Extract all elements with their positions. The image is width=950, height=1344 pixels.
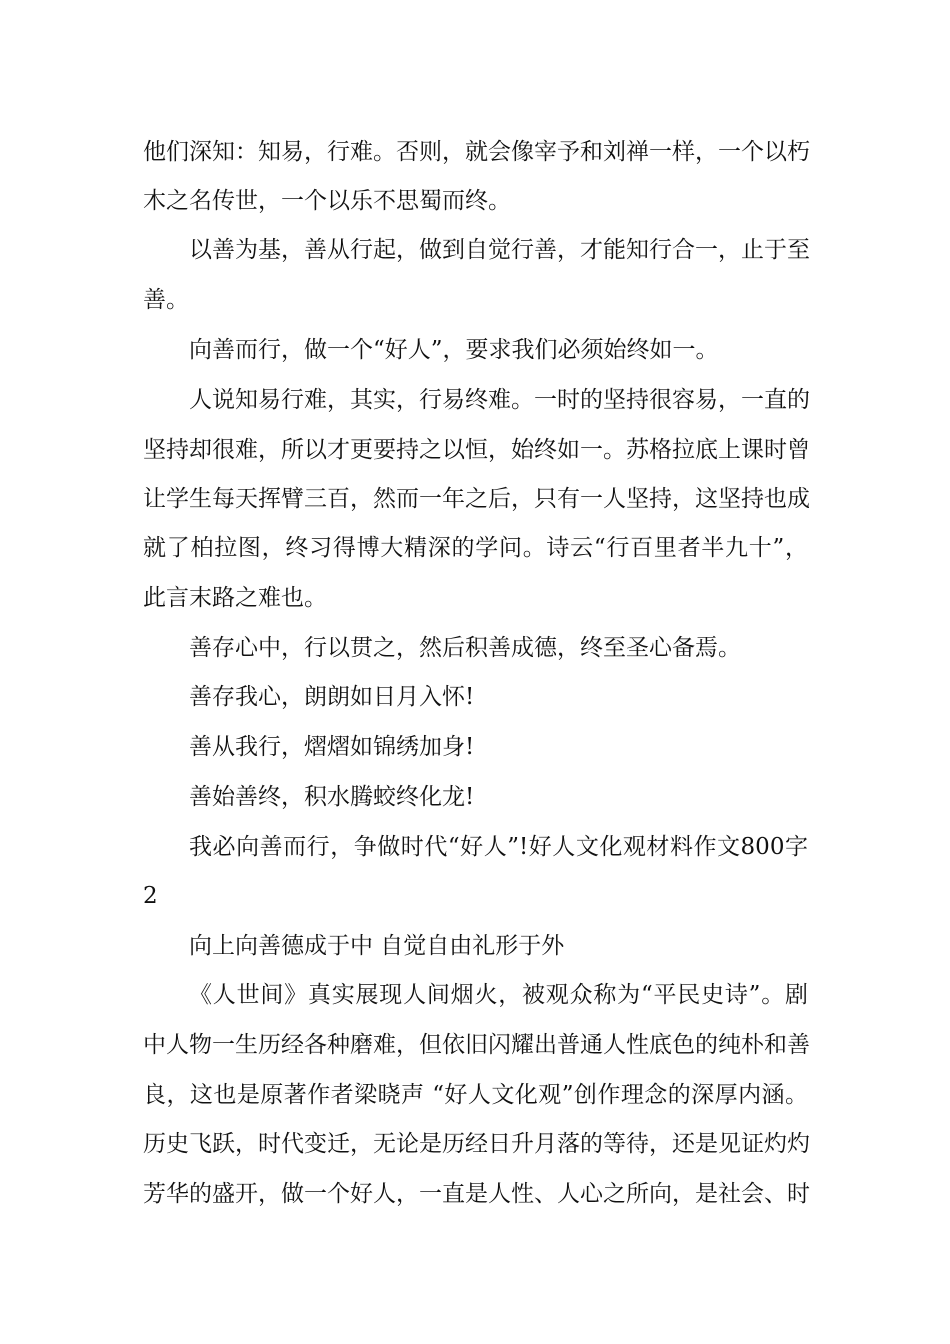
text-line: 向上向善德成于中 自觉自由礼形于外 — [189, 933, 565, 959]
text-line: 此言末路之难也。 — [143, 585, 327, 611]
text-line: 2 — [143, 883, 158, 909]
text-line: 让学生每天挥臂三百，然而一年之后，只有一人坚持，这坚持也成 — [143, 486, 810, 512]
text-line: 就了柏拉图，终习得博大精深的学问。诗云“行百里者半九十”， — [143, 535, 808, 561]
text-line: 善存我心，朗朗如日月入怀! — [189, 684, 475, 710]
text-line: 人说知易行难，其实，行易终难。一时的坚持很容易，一直的 — [189, 387, 810, 413]
text-line: 善始善终，积水腾蛟终化龙! — [189, 784, 475, 810]
text-line: 芳华的盛开，做一个好人，一直是人性、人心之所向，是社会、时 — [143, 1181, 810, 1207]
text-line: 我必向善而行，争做时代“好人”!好人文化观材料作文800字 — [189, 834, 808, 860]
text-line: 向善而行，做一个“好人”，要求我们必须始终如一。 — [189, 337, 719, 363]
text-line: 坚持却很难，所以才更要持之以恒，始终如一。苏格拉底上课时曾 — [143, 437, 810, 463]
text-line: 以善为基，善从行起，做到自觉行善，才能知行合一，止于至 — [189, 237, 810, 263]
text-line: 善。 — [143, 287, 189, 313]
text-line: 中人物一生历经各种磨难，但依旧闪耀出普通人性底色的纯朴和善 — [143, 1032, 810, 1058]
text-line: 他们深知：知易，行难。否则，就会像宰予和刘禅一样，一个以朽 — [143, 139, 810, 165]
text-line: 《人世间》真实展现人间烟火，被观众称为“平民史诗”。剧 — [189, 982, 808, 1008]
text-line: 木之名传世，一个以乐不思蜀而终。 — [143, 188, 511, 214]
text-line: 历史飞跃，时代变迁，无论是历经日升月落的等待，还是见证灼灼 — [143, 1131, 810, 1157]
text-line: 善从我行，熠熠如锦绣加身! — [189, 734, 475, 760]
text-line: 良，这也是原著作者梁晓声 “好人文化观”创作理念的深厚内涵。 — [143, 1082, 808, 1108]
text-line: 善存心中，行以贯之，然后积善成德，终至圣心备焉。 — [189, 635, 741, 661]
